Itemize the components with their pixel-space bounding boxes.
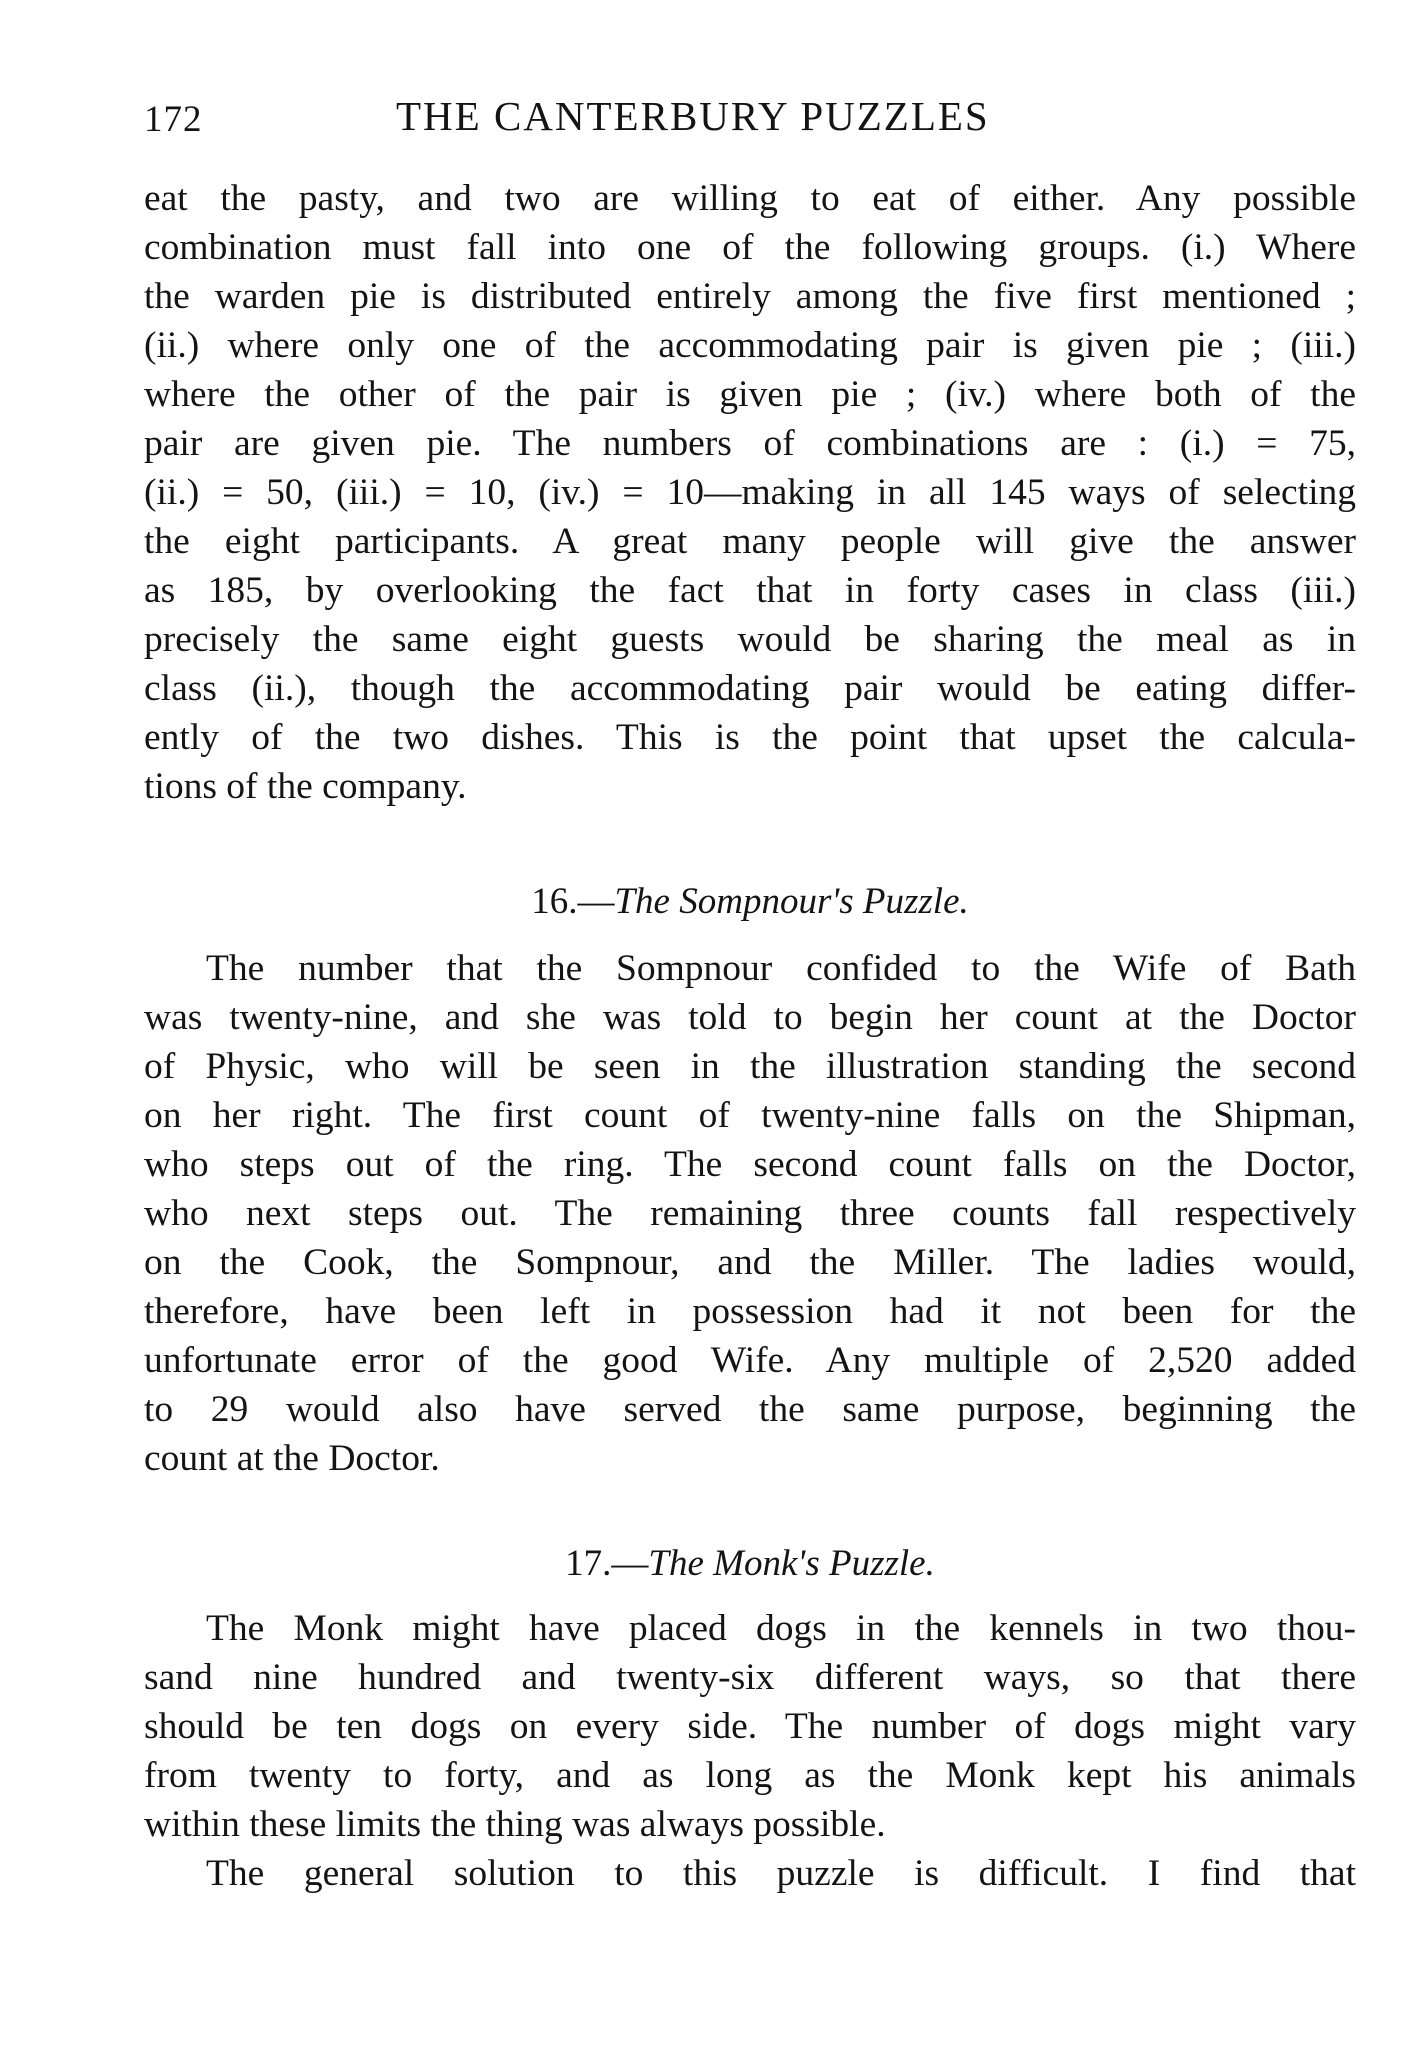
running-title: THE CANTERBURY PUZZLES xyxy=(396,93,990,139)
section-title: The Monk's Puzzle. xyxy=(648,1543,935,1584)
text-line: class (ii.), though the accommodating pair would be eating differ- xyxy=(144,668,1356,709)
text-line: eat the pasty, and two are willing to eat of either. Any possible xyxy=(144,178,1356,219)
text-line: unfortunate error of the good Wife. Any multiple of 2,520 added xyxy=(144,1340,1356,1381)
text-line: The number that the Sompnour confided to the Wife of Bath xyxy=(206,948,1356,989)
text-line: pair are given pie. The numbers of combinations are : (i.) = 75, xyxy=(144,423,1356,464)
section-17-paragraph-2 xyxy=(144,1849,1356,1898)
text-line: The general solution to this puzzle is difficult. I find that xyxy=(206,1853,1356,1894)
text-line: (ii.) where only one of the accommodating pair is given pie ; (iii.) xyxy=(144,325,1356,366)
text-line: therefore, have been left in possession had it not been for the xyxy=(144,1291,1356,1332)
section-17-heading xyxy=(144,1542,1356,1585)
text-line: (ii.) = 50, (iii.) = 10, (iv.) = 10—making in all 145 ways of selecting xyxy=(144,472,1356,513)
text-line: the warden pie is distributed entirely among the five first mentioned ; xyxy=(144,276,1356,317)
text-line: within these limits the thing was always possible. xyxy=(144,1804,886,1845)
text-line: who steps out of the ring. The second count falls on the Doctor, xyxy=(144,1144,1356,1185)
text-line: combination must fall into one of the following groups. (i.) Where xyxy=(144,227,1356,268)
section-title: The Sompnour's Puzzle. xyxy=(614,881,969,922)
text-line: from twenty to forty, and as long as the Monk kept his animals xyxy=(144,1755,1356,1796)
text-line: to 29 would also have served the same purpose, beginning the xyxy=(144,1389,1356,1430)
text-line: of Physic, who will be seen in the illustration standing the second xyxy=(144,1046,1356,1087)
continuation-paragraph xyxy=(144,174,1356,811)
page-number: 172 xyxy=(144,99,203,140)
text-line: where the other of the pair is given pie ; (iv.) where both of the xyxy=(144,374,1356,415)
text-line: ently of the two dishes. This is the point that upset the calcula- xyxy=(144,717,1356,758)
text-line: The Monk might have placed dogs in the kennels in two thou- xyxy=(206,1608,1356,1649)
section-17-paragraph-1 xyxy=(144,1604,1356,1849)
text-line: who next steps out. The remaining three counts fall respectively xyxy=(144,1193,1356,1234)
section-number: 16.— xyxy=(531,881,615,922)
section-16-heading xyxy=(144,880,1356,923)
text-line: should be ten dogs on every side. The number of dogs might vary xyxy=(144,1706,1356,1747)
running-head xyxy=(144,92,1356,152)
text-line: sand nine hundred and twenty-six different ways, so that there xyxy=(144,1657,1356,1698)
text-line: the eight participants. A great many people will give the answer xyxy=(144,521,1356,562)
text-line: on the Cook, the Sompnour, and the Miller. The ladies would, xyxy=(144,1242,1356,1283)
section-16-paragraph xyxy=(144,944,1356,1483)
text-line: was twenty-nine, and she was told to begin her count at the Doctor xyxy=(144,997,1356,1038)
text-line: on her right. The first count of twenty-nine falls on the Shipman, xyxy=(144,1095,1356,1136)
text-line: tions of the company. xyxy=(144,766,467,807)
section-number: 17.— xyxy=(565,1543,649,1584)
text-line: precisely the same eight guests would be sharing the meal as in xyxy=(144,619,1356,660)
text-line: as 185, by overlooking the fact that in forty cases in class (iii.) xyxy=(144,570,1356,611)
text-line: count at the Doctor. xyxy=(144,1438,440,1479)
